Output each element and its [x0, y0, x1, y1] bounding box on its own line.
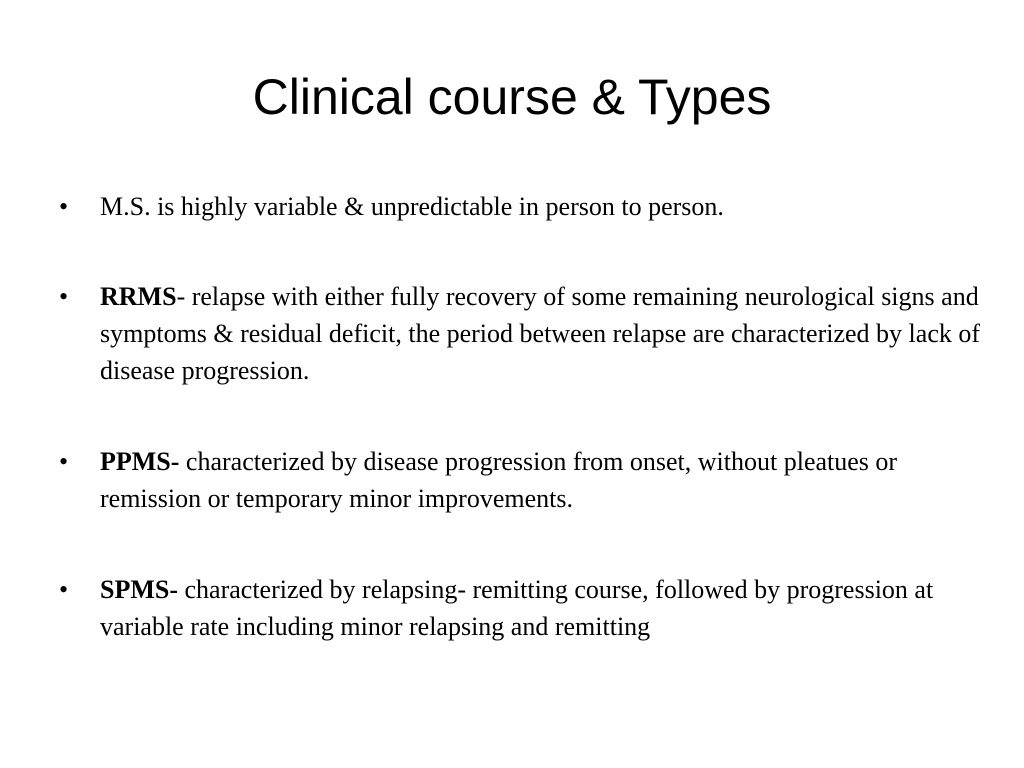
bullet-text	[100, 571, 980, 645]
slide-title: Clinical course & Types	[252, 69, 772, 125]
bullet-dot-icon: •	[59, 447, 69, 476]
bullet-text	[100, 278, 980, 389]
bullet-dot-icon: •	[59, 575, 69, 604]
bullet-term: PPMS-	[100, 447, 180, 476]
bullet-description: characterized by disease progression from onset, without pleatues or remission or temporary minor improvements.	[100, 447, 898, 513]
bullet-text	[100, 443, 980, 517]
bullet-text	[100, 188, 980, 225]
bullet-term: SPMS-	[100, 575, 178, 604]
bullet-dot-icon: •	[59, 192, 69, 221]
bullet-description: M.S. is highly variable & unpredictable in person to person.	[100, 192, 724, 221]
bullet-description: - relapse with either fully recovery of some remaining neurological signs and symptoms & residual deficit, the period between relapse are characterized by lack of disease progression.	[100, 282, 981, 385]
bullet-term: RRMS	[100, 282, 177, 311]
bullet-dot-icon: •	[59, 282, 69, 311]
bullet-description: characterized by relapsing- remitting course, followed by progression at variable rate including minor relapsing and remitting	[100, 575, 934, 641]
